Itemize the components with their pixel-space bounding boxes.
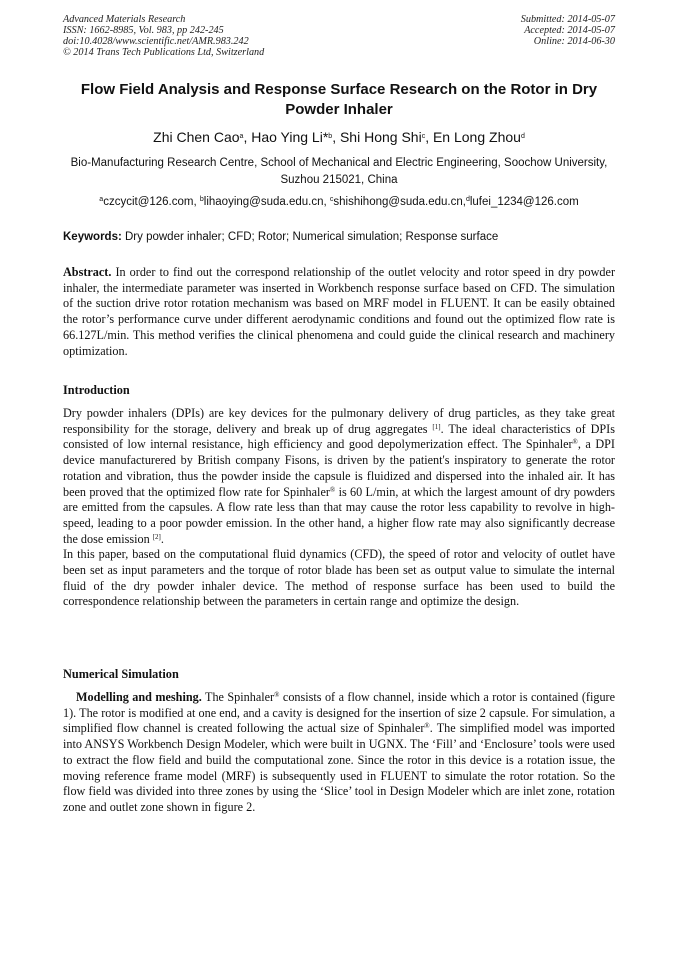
journal-name: Advanced Materials Research xyxy=(63,14,186,25)
numerical-body xyxy=(63,690,615,816)
subsection-label: Modelling and meshing. xyxy=(76,690,202,704)
intro-text: . The ideal characteristics of DPIs consisted of low internal resistance, high efficiency and good depolymerization effect. The Spinhaler xyxy=(63,421,615,452)
email-sup: d xyxy=(465,196,470,203)
email-sup: c xyxy=(329,196,334,203)
author-sup: d xyxy=(520,133,525,140)
intro-text: is 60 L/min, at which the largest amount of dry powders are emitted from the capsules. A flow rate less than that may cause the rotor less capability to revolve in high-speed, leading to a poor powder emission. In the other hand, a higher flow rate may also significantly decrease the dose emission xyxy=(63,484,615,546)
intro-text: Dry powder inhalers (DPIs) are key devices for the pulmonary delivery of drug particles, as they take great responsibility for the storage, delivery and break up of drug aggregates xyxy=(63,406,615,436)
email-sup: b xyxy=(199,196,204,203)
author-list: Zhi Chen Cao$^a$, Hao Ying Li*$^b$, Shi Hong Shi$^c$, En Long Zhou$^d$ xyxy=(153,129,525,145)
paper-title: Flow Field Analysis and Response Surface Research on the Rotor in Dry Powder Inhaler xyxy=(80,81,598,118)
email-link[interactable]: shishihong@suda.edu.cn xyxy=(333,196,463,208)
intro-paragraph-2: In this paper, based on the computational fluid dynamics (CFD), the speed of rotor and velocity of outlet have been set as input parameters and the torque of rotor blade has been set as output value to simulate the internal fluid of the dry powder inhaler device. The method of response surface has been used to build the correspondence relationship between the parameters in certain range and optimize the design. xyxy=(63,547,615,609)
author-name: En Long Zhou xyxy=(432,129,521,145)
registered-mark: ® xyxy=(274,691,280,699)
journal-header-left xyxy=(63,14,264,58)
abstract xyxy=(63,265,615,359)
body-text: consists of a flow channel, inside which a rotor is contained (figure 1). The rotor is modified at one end, and a cavity is designed for the insertion of size 2 capsule. For simulation, a simplified flow channel is created following the actual size of Spinhaler xyxy=(63,690,616,736)
author-name: Shi Hong Shi xyxy=(339,129,422,145)
introduction-heading: Introduction xyxy=(63,383,130,397)
intro-paragraph-1 xyxy=(63,406,615,547)
citation: [2] xyxy=(152,532,161,541)
abstract-label: Abstract. xyxy=(63,265,112,279)
introduction-body xyxy=(63,406,615,610)
author-sup: b xyxy=(328,133,333,140)
registered-mark: ® xyxy=(572,438,578,447)
issn-line: ISSN: 1662-8985, Vol. 983, pp 242-245 xyxy=(63,25,224,36)
citation: [1] xyxy=(432,422,441,431)
submitted-date: Submitted: 2014-05-07 xyxy=(520,14,615,25)
email-link[interactable]: czcycit@126.com xyxy=(103,196,194,208)
online-date: Online: 2014-06-30 xyxy=(533,36,615,47)
journal-header-right xyxy=(521,14,615,47)
email-link[interactable]: lufei_1234@126.com xyxy=(469,196,579,208)
email-list: $^a$czcycit@126.com, $^b$lihaoying@suda.edu.cn, $^c$shishihong@suda.edu.cn,$^d$lufei_1234@126.com xyxy=(99,196,579,208)
keywords xyxy=(63,229,615,245)
registered-mark: ® xyxy=(424,722,430,731)
author-name: Zhi Chen Cao xyxy=(153,129,240,145)
email-sup: a xyxy=(99,196,104,203)
email-link[interactable]: lihaoying@suda.edu.cn xyxy=(203,196,324,208)
intro-text: , a DPI device manufacturered by British company Fisons, is driven by the patient's inspiratory to generate the rotor rotation and vibration, thus the powder inside the capsule is fluidized and dispersed into the inhaled air. It has been proved that the optimized flow rate for Spinhaler xyxy=(63,437,615,499)
body-text: . The simplified model was imported into ANSYS Workbench Design Modeler, which were built in UGNX. The ‘Fill’ and ‘Enclosure’ tools were used to extract the flow field and build the computational zone. Since the rotor in this device is a rotation issue, the moving reference frame model (MRF) is subsequently used in FLUENT to simulate the rotor rotation. So the flow field was divided into three zones by using the ‘Slice’ tool in Design Modeler which are inlet zone, rotation zone and outlet zone shown in figure 2. xyxy=(63,721,615,814)
affiliation: Bio-Manufacturing Research Centre, School of Mechanical and Electric Engineering, Soochow University, Suzhou 215021, China xyxy=(70,157,608,186)
registered-mark: ® xyxy=(329,485,336,494)
body-text: The Spinhaler xyxy=(201,690,275,704)
modelling-paragraph xyxy=(63,690,615,816)
keywords-label: Keywords: xyxy=(63,231,122,243)
numerical-simulation-heading: Numerical Simulation xyxy=(63,667,179,681)
intro-text: . xyxy=(160,531,164,546)
author-sup: a xyxy=(239,133,244,140)
author-name: Hao Ying Li* xyxy=(251,129,329,145)
accepted-date: Accepted: 2014-05-07 xyxy=(524,25,615,36)
keywords-text: Dry powder inhaler; CFD; Rotor; Numerical simulation; Response surface xyxy=(125,231,499,243)
doi-line: doi:10.4028/www.scientific.net/AMR.983.242 xyxy=(63,36,249,47)
copyright-line: © 2014 Trans Tech Publications Ltd, Switzerland xyxy=(63,47,265,58)
author-sup: c xyxy=(421,133,426,140)
abstract-text: In order to find out the correspond relationship of the outlet velocity and rotor speed in dry powder inhaler, the intermediate parameter was inserted in Workbench response surface based on CFD. The simulation of the suction drive rotor rotation mechanism was based on MRF model in FLUENT. It can be easily obtained the rotor’s performance curve under different aerodynamic conditions and found out the optimized flow rate is 66.127L/min. This method verifies the clinical phenomena and could guide the clinical research and machinery optimization. xyxy=(63,265,615,358)
